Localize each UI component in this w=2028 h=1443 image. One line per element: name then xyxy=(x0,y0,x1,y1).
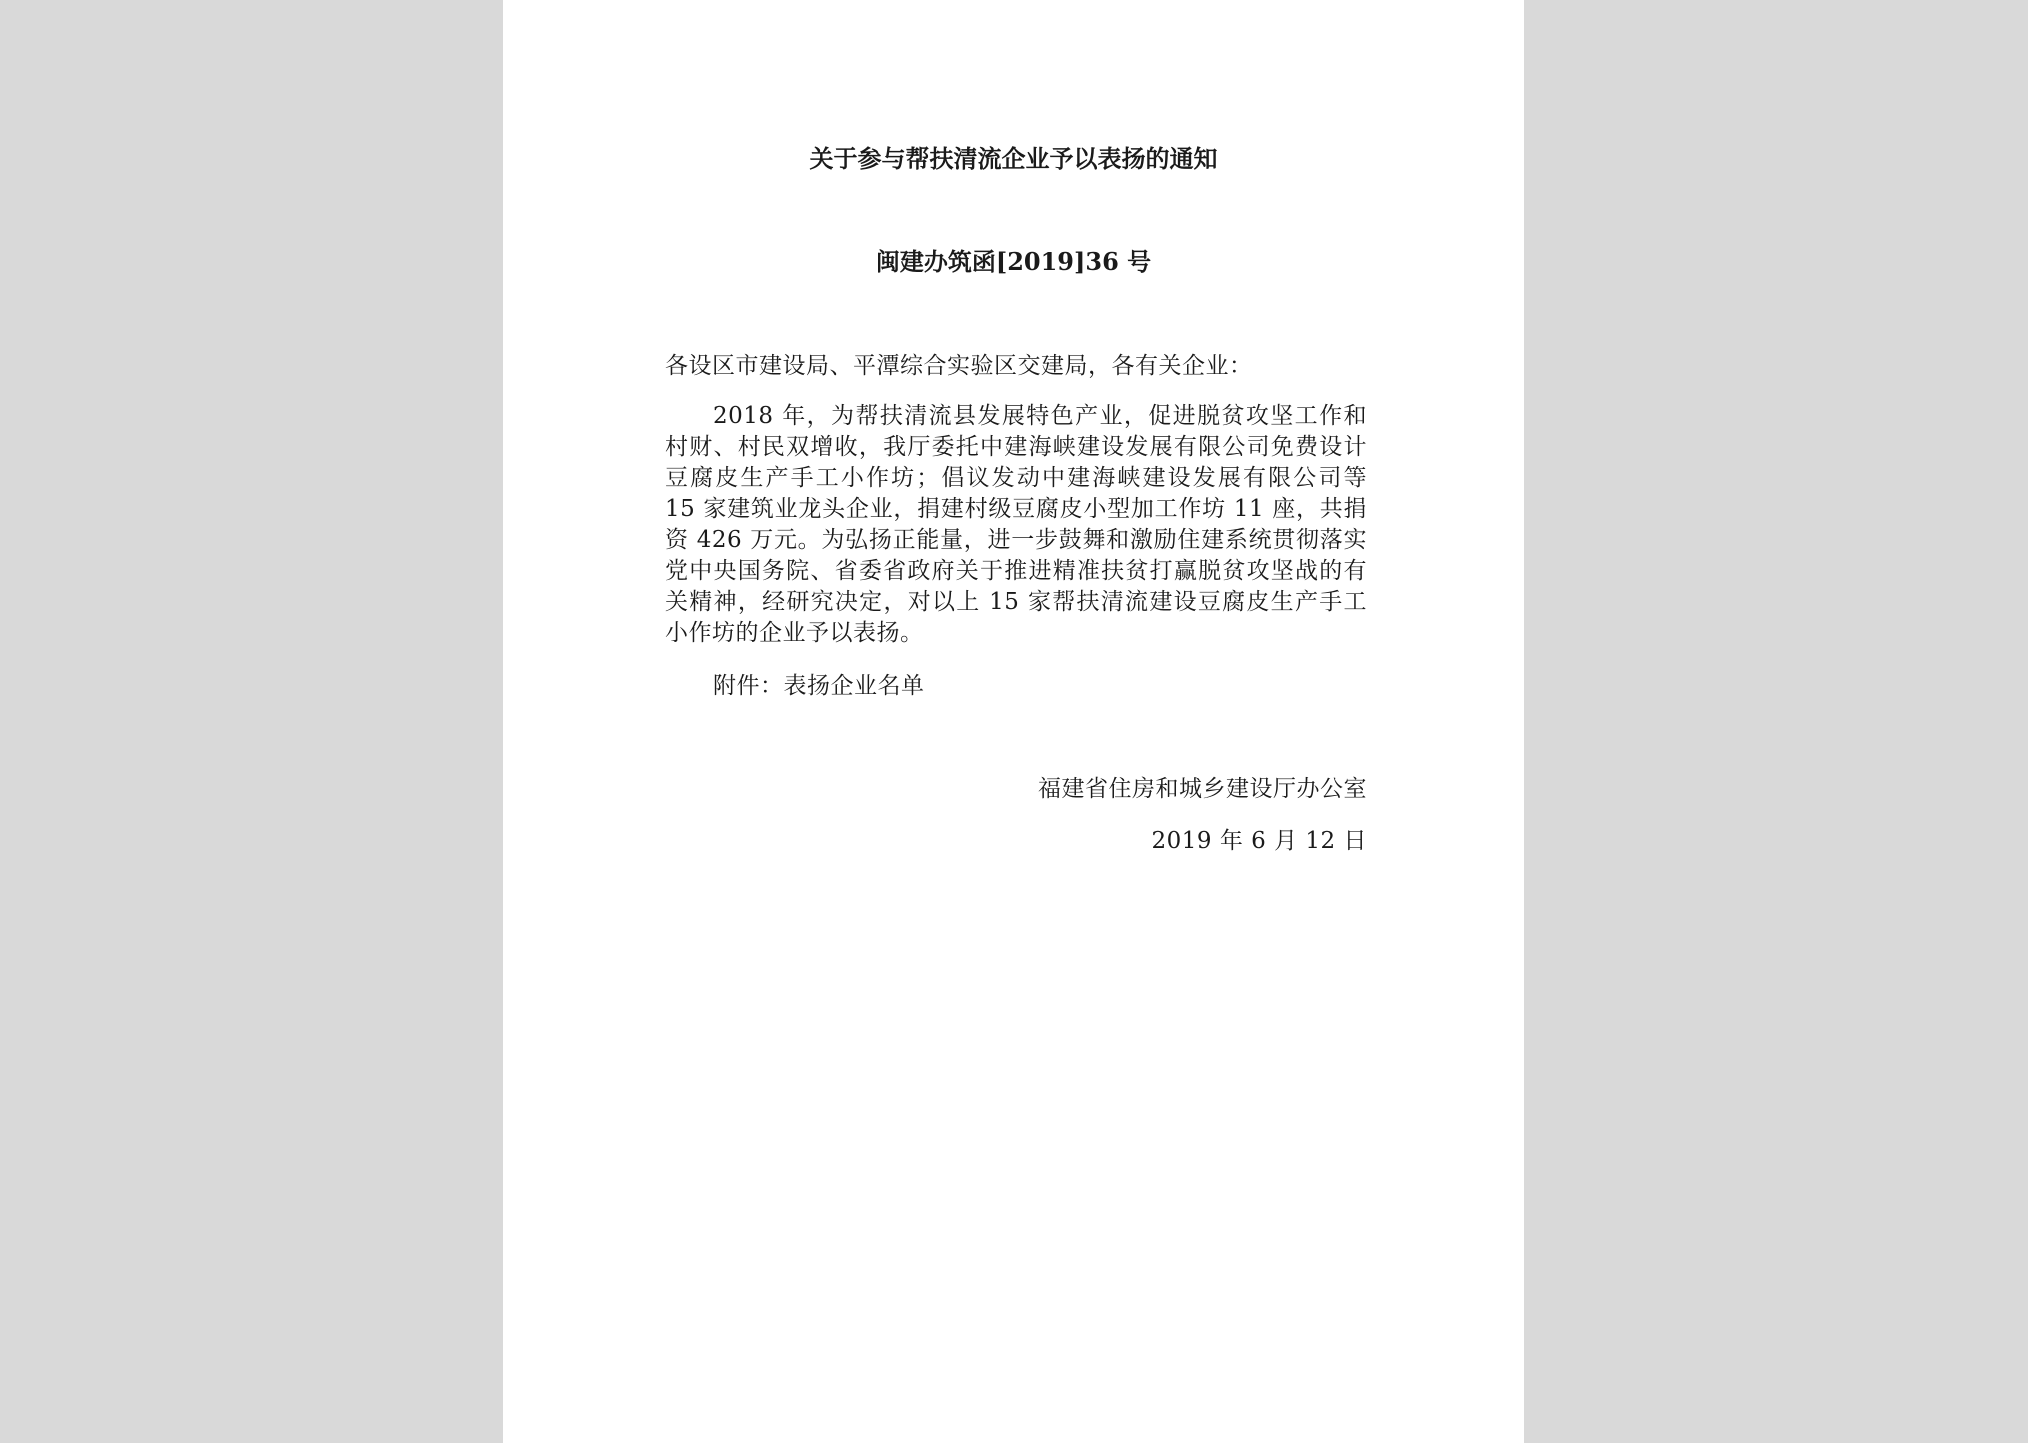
paragraph-line: 党中央国务院、省委省政府关于推进精准扶贫打赢脱贫攻坚战的有 xyxy=(665,558,1367,584)
document-number: 闽建办筑函[2019]36 号 xyxy=(875,247,1152,276)
paragraph-line: 关精神，经研究决定，对以上 15 家帮扶清流建设豆腐皮生产手工 xyxy=(665,589,1367,615)
document-page xyxy=(503,0,1524,1443)
paragraph-line: 资 426 万元。为弘扬正能量，进一步鼓舞和激励住建系统贯彻落实 xyxy=(665,527,1367,553)
issuer-signature: 福建省住房和城乡建设厅办公室 xyxy=(1038,776,1367,802)
paragraph-line: 2018 年，为帮扶清流县发展特色产业，促进脱贫攻坚工作和 xyxy=(713,403,1367,429)
document-title: 关于参与帮扶清流企业予以表扬的通知 xyxy=(809,144,1218,173)
issue-date: 2019 年 6 月 12 日 xyxy=(1151,828,1367,854)
attachment-note: 附件：表扬企业名单 xyxy=(713,673,925,699)
paragraph-line: 村财、村民双增收，我厅委托中建海峡建设发展有限公司免费设计 xyxy=(665,434,1367,460)
body-paragraph xyxy=(665,401,1367,649)
paragraph-line: 豆腐皮生产手工小作坊；倡议发动中建海峡建设发展有限公司等 xyxy=(665,465,1367,491)
paragraph-line: 15 家建筑业龙头企业，捐建村级豆腐皮小型加工作坊 11 座，共捐 xyxy=(665,496,1367,522)
paragraph-line: 小作坊的企业予以表扬。 xyxy=(665,620,924,646)
salutation: 各设区市建设局、平潭综合实验区交建局，各有关企业： xyxy=(665,353,1253,379)
